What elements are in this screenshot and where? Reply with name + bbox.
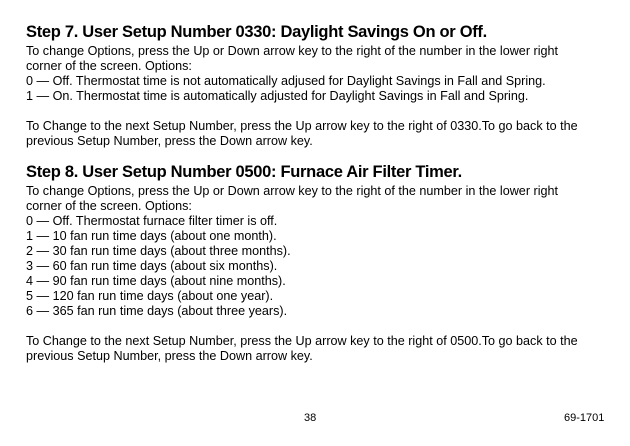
step-7-section	[26, 22, 616, 149]
document-code: 69-1701	[564, 412, 605, 424]
step-8-line: To change Options, press the Up or Down arrow key to the right of the number in the lower right	[26, 184, 559, 198]
step-7-option-off: 0 — Off. Thermostat time is not automatically adjused for Daylight Savings in Fall and Spring.	[26, 74, 546, 88]
step-8-option: 2 — 30 fan run time days (about three months).	[26, 244, 291, 258]
step-8-option: 1 — 10 fan run time days (about one month).	[26, 229, 277, 243]
step-7-navigation-text: previous Setup Number, press the Down arrow key.	[26, 134, 313, 148]
step-8-option: 4 — 90 fan run time days (about nine months).	[26, 274, 286, 288]
step-7-option-on: 1 — On. Thermostat time is automatically adjusted for Daylight Savings in Fall and Spring.	[26, 89, 529, 103]
spacer	[26, 104, 616, 119]
page-content	[26, 22, 616, 364]
step-8-option: 0 — Off. Thermostat furnace filter timer is off.	[26, 214, 278, 228]
step-8-option: 3 — 60 fan run time days (about six months).	[26, 259, 278, 273]
step-8-section	[26, 162, 616, 364]
step-8-line: corner of the screen. Options:	[26, 199, 192, 213]
step-8-option: 6 — 365 fan run time days (about three years).	[26, 304, 288, 318]
spacer	[26, 319, 616, 334]
step-8-option: 5 — 120 fan run time days (about one year).	[26, 289, 274, 303]
step-8-navigation-text: To Change to the next Setup Number, press the Up arrow key to the right of 0500.To go back to the	[26, 334, 578, 348]
page-number: 38	[304, 412, 317, 424]
step-7-navigation-text: To Change to the next Setup Number, press the Up arrow key to the right of 0330.To go back to the	[26, 119, 578, 133]
step-7-line: To change Options, press the Up or Down arrow key to the right of the number in the lower right	[26, 44, 559, 58]
step-8-heading: Step 8. User Setup Number 0500: Furnace Air Filter Timer.	[26, 163, 462, 181]
step-8-navigation-text: previous Setup Number, press the Down arrow key.	[26, 349, 313, 363]
section-divider-space	[26, 149, 616, 162]
step-7-heading: Step 7. User Setup Number 0330: Daylight Savings On or Off.	[26, 23, 487, 41]
step-7-line: corner of the screen. Options:	[26, 59, 192, 73]
